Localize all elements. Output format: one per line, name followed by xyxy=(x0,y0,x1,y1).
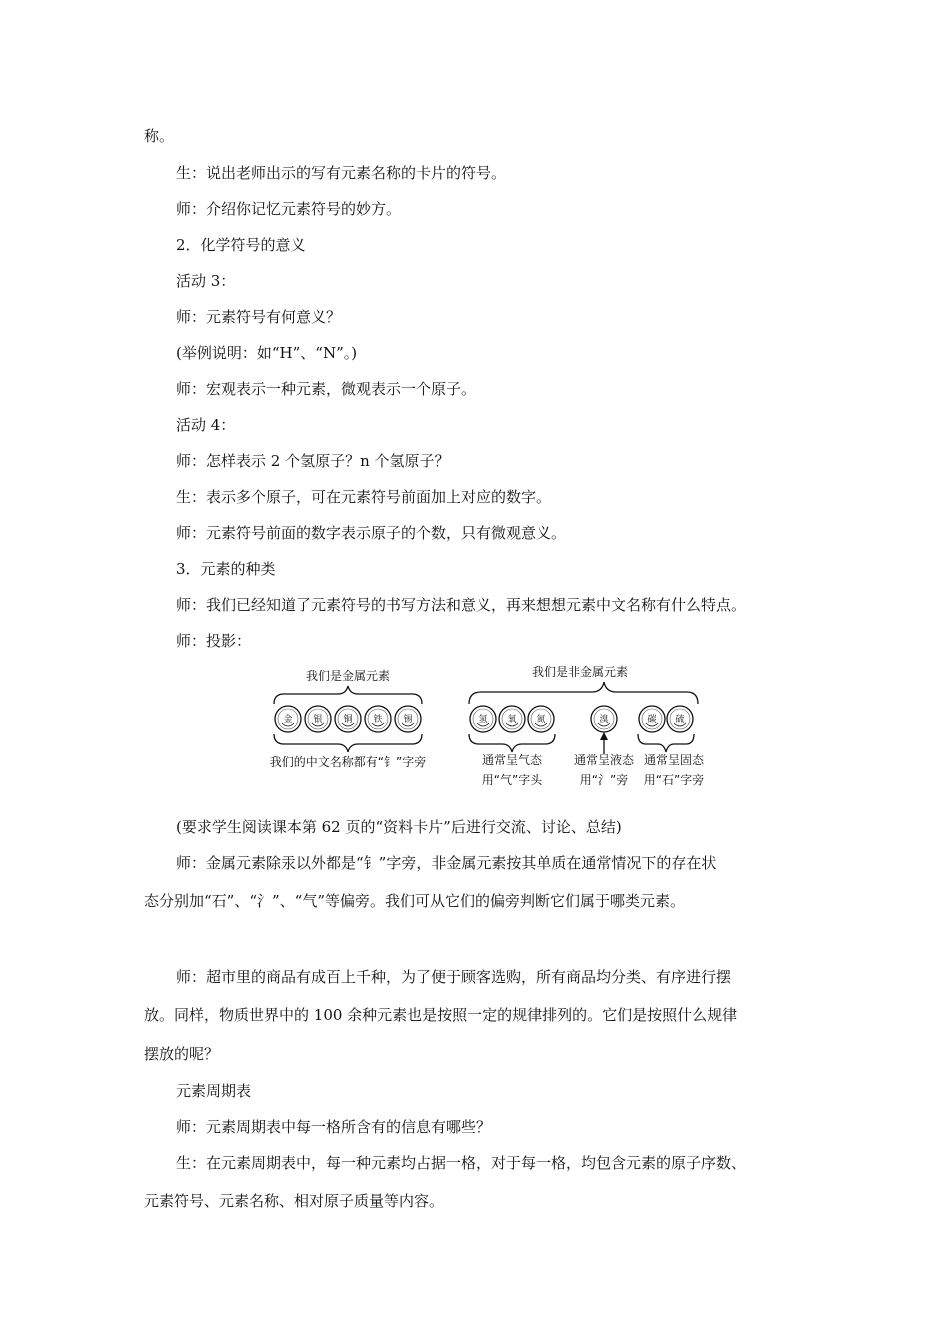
element-name: 铜 xyxy=(343,715,353,725)
paragraph-line: 生：说出老师出示的写有元素名称的卡片的符号。 xyxy=(176,164,507,182)
element-face-icon xyxy=(305,706,331,732)
paragraph-line: 元素符号、元素名称、相对原子质量等内容。 xyxy=(144,1192,445,1210)
paragraph-line: 师：超市里的商品有成百上千种，为了便于顾客选购，所有商品均分类、有序进行摆 xyxy=(176,968,732,986)
paragraph-line: 活动 3： xyxy=(176,272,236,290)
gas-brace-bottom xyxy=(469,734,555,752)
paragraph-line: 师：元素符号有何意义？ xyxy=(176,308,342,326)
element-name: 硫 xyxy=(675,715,685,725)
element-face-icon xyxy=(365,706,391,732)
element-face-icon xyxy=(275,706,301,732)
solid-caption-1: 通常呈固态 xyxy=(643,753,705,767)
metal-brace-top xyxy=(274,686,422,704)
element-name: 氧 xyxy=(507,715,517,725)
gas-caption-1: 通常呈气态 xyxy=(481,753,543,767)
element-name: 锡 xyxy=(403,715,413,725)
liquid-caption-1: 通常呈液态 xyxy=(573,753,635,767)
solid-brace-bottom xyxy=(638,734,694,752)
paragraph-line: 师：元素符号前面的数字表示原子的个数，只有微观意义。 xyxy=(176,524,567,542)
element-name: 铁 xyxy=(373,715,383,725)
element-face-icon xyxy=(335,706,361,732)
paragraph-line: 生：在元素周期表中，每一种元素均占据一格，对于每一格，均包含元素的原子序数、 xyxy=(176,1154,747,1172)
element-face-icon xyxy=(639,706,665,732)
paragraph-line: 师：怎样表示 2 个氢原子？n 个氢原子？ xyxy=(176,452,450,470)
paragraph-line: 摆放的呢？ xyxy=(144,1045,220,1063)
metal-caption: 我们的中文名称都有“钅”字旁 xyxy=(269,755,427,769)
paragraph-line: 师：金属元素除汞以外都是“钅”字旁，非金属元素按其单质在通常情况下的存在状 xyxy=(176,854,717,872)
paragraph-line: 师：宏观表示一种元素，微观表示一个原子。 xyxy=(176,380,477,398)
element-face-icon xyxy=(528,706,554,732)
element-name: 溴 xyxy=(599,715,609,725)
paragraph-line: 活动 4： xyxy=(176,416,236,434)
paragraph-line: 师：投影： xyxy=(176,632,252,650)
element-classification-figure xyxy=(262,658,722,796)
paragraph-line: 师：我们已经知道了元素符号的书写方法和意义，再来想想元素中文名称有什么特点。 xyxy=(176,596,747,614)
paragraph-line: 生：表示多个原子，可在元素符号前面加上对应的数字。 xyxy=(176,488,552,506)
paragraph-line: 师：元素周期表中每一格所含有的信息有哪些？ xyxy=(176,1118,492,1136)
element-face-icon xyxy=(667,706,693,732)
paragraph-line: (举例说明：如“H”、“N”。) xyxy=(176,344,358,362)
element-face-icon xyxy=(470,706,496,732)
gas-caption-2: 用“气”字头 xyxy=(481,773,543,787)
liquid-caption-2: 用“氵”旁 xyxy=(579,773,629,787)
paragraph-line: 2．化学符号的意义 xyxy=(176,236,306,254)
paragraph-line: 3．元素的种类 xyxy=(176,560,276,578)
paragraph-line: (要求学生阅读课本第 62 页的“资料卡片”后进行交流、讨论、总结) xyxy=(176,818,622,836)
paragraph-line: 师：介绍你记忆元素符号的妙方。 xyxy=(176,200,402,218)
element-face-icon xyxy=(395,706,421,732)
paragraph-line: 态分别加“石”、“氵”、“气”等偏旁。我们可从它们的偏旁判断它们属于哪类元素。 xyxy=(144,892,686,910)
figure-svg xyxy=(262,658,722,796)
paragraph-line: 放。同样，物质世界中的 100 余种元素也是按照一定的规律排列的。它们是按照什么规律 xyxy=(144,1006,738,1024)
element-name: 氮 xyxy=(536,715,546,725)
liquid-arrow-head xyxy=(600,732,608,740)
element-name: 氢 xyxy=(478,715,488,725)
element-name: 金 xyxy=(283,715,293,725)
metal-title: 我们是金属元素 xyxy=(305,669,391,683)
element-name: 银 xyxy=(313,715,323,725)
element-face-icon xyxy=(591,706,617,732)
metal-brace-bottom xyxy=(274,734,422,752)
nonmetal-title: 我们是非金属元素 xyxy=(531,665,629,679)
nonmetal-brace-top xyxy=(469,682,698,704)
solid-caption-2: 用“石”字旁 xyxy=(643,773,705,787)
paragraph-line: 称。 xyxy=(144,127,175,145)
element-face-icon xyxy=(499,706,525,732)
paragraph-line: 元素周期表 xyxy=(176,1082,252,1100)
element-name: 碳 xyxy=(647,715,657,725)
